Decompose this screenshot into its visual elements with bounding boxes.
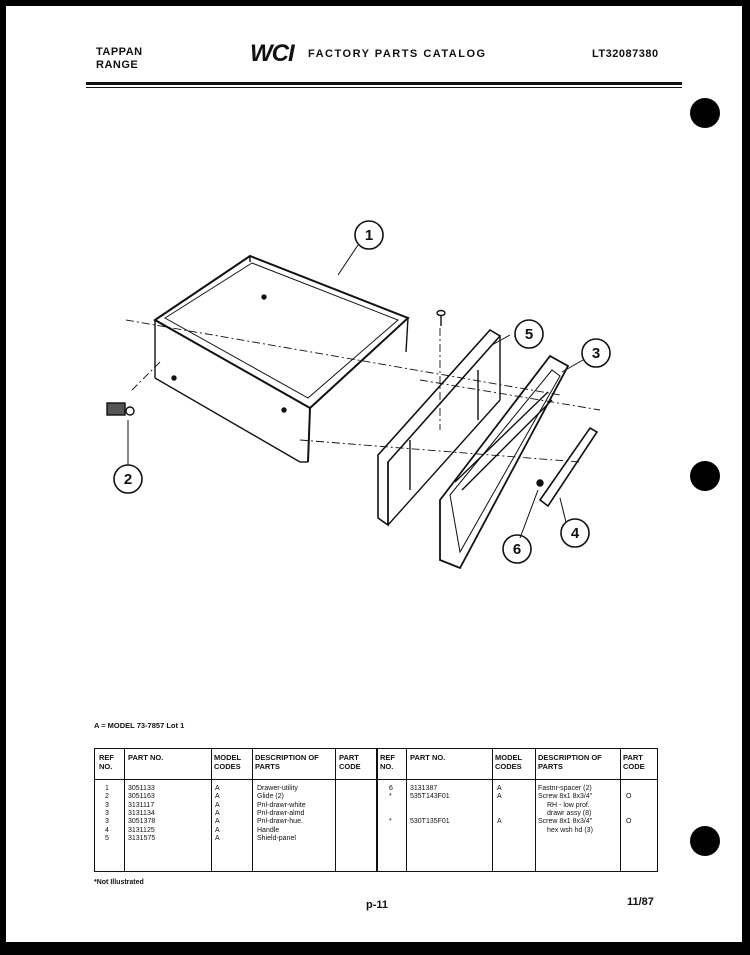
code-header-right: PART CODE [623,753,645,771]
description-cell: Glide (2) [257,793,284,801]
description-cell: Drawer-utility [257,785,298,792]
model-code-cell: A [215,818,220,826]
wci-logo: WCI [250,40,294,67]
model-code-cell: A [215,826,220,834]
part-header-right: PART NO. [410,753,446,762]
desc-header: DESCRIPTION OF PARTS [255,753,319,771]
description-cell: Pnl-drawr-white [257,801,306,809]
part-number-cell: 3051378 [128,818,156,826]
model-code-cell: A [215,834,220,842]
part-number-cell: 3131125 [128,826,155,834]
catalog-title: FACTORY PARTS CATALOG [308,48,487,60]
ref-cell: 6 [389,785,393,792]
drawer-part [155,256,408,462]
desc-header-right: DESCRIPTION OF PARTS [538,753,602,771]
model-header-right: MODEL CODES [495,753,522,771]
description-cell: Pnl-drawr-hue. [257,818,303,826]
description-cell: drawr assy (8) [547,809,592,817]
binder-hole-icon [690,826,720,856]
callout-3-label: 3 [591,345,601,362]
model-code-cell: A [215,793,220,801]
spacer-part [537,480,543,486]
model-code-cell: A [215,801,220,809]
ref-cell: 3 [105,801,109,809]
leader-lines [128,245,583,538]
ref-cell: 3 [105,809,109,817]
part-code-cell: O [626,818,632,826]
callouts [114,221,610,563]
description-cell: hex wsh hd (3) [547,826,593,834]
footnote: *Not Illustrated [94,879,144,886]
part-number-cell: 3131387 [410,785,438,792]
ref-cell: 2 [105,793,109,801]
code-header: PART CODE [339,753,361,771]
part-number-cell: 3051133 [128,785,155,792]
model-code-cell: A [497,818,502,826]
callout-6-label: 6 [512,541,522,558]
ref-cell: 1 [105,785,109,792]
part-number-cell: 3131134 [128,809,155,817]
part-number-cell: 3131575 [128,834,156,842]
brand-line-2: RANGE [96,59,139,71]
screw-part [437,311,445,327]
page-number: p-11 [366,899,389,911]
ref-cell: 4 [105,826,109,834]
model-header: MODEL CODES [214,753,241,771]
ref-header-right: REF NO. [380,753,395,771]
ref-cell: * [389,793,392,801]
description-cell: Screw 8x1 8x3/4" [538,818,593,826]
ref-cell: * [389,818,392,826]
drawer-panel-part [440,356,568,568]
ref-cell: 5 [105,834,109,842]
parts-table [94,748,658,872]
part-number-cell: 535T143F01 [410,793,450,801]
description-cell: RH - low prof. [547,801,590,809]
description-cell: Pnl-drawr-almd [257,809,305,817]
callout-2-label: 2 [123,471,133,488]
model-code-cell: A [497,785,502,792]
part-number-cell: 530T135F01 [410,818,450,826]
date-label: 11/87 [627,896,654,908]
part-number-cell: 3131117 [128,801,155,809]
model-code-cell: A [215,809,220,817]
handle-part [540,428,597,506]
catalog-number: LT32087380 [592,48,659,60]
model-code-cell: A [497,793,502,801]
description-cell: Handle [257,826,280,834]
shield-panel-part [378,330,500,525]
glide-part [107,403,134,415]
description-cell: Screw 8x1 8x3/4" [538,793,593,801]
part-number-cell: 3051163 [128,793,155,801]
part-header: PART NO. [128,753,164,762]
description-cell: Fastnr-spacer (2) [538,785,592,792]
brand-line-1: TAPPAN [96,46,143,58]
ref-header: REF NO. [99,753,114,771]
ref-cell: 3 [105,818,109,826]
description-cell: Shield-panel [257,834,296,842]
callout-5-label: 5 [524,326,534,343]
model-line: A = MODEL 73-7857 Lot 1 [94,721,185,730]
part-code-cell: O [626,793,632,801]
callout-1-label: 1 [364,227,374,244]
callout-4-label: 4 [570,525,580,542]
model-code-cell: A [215,785,220,792]
